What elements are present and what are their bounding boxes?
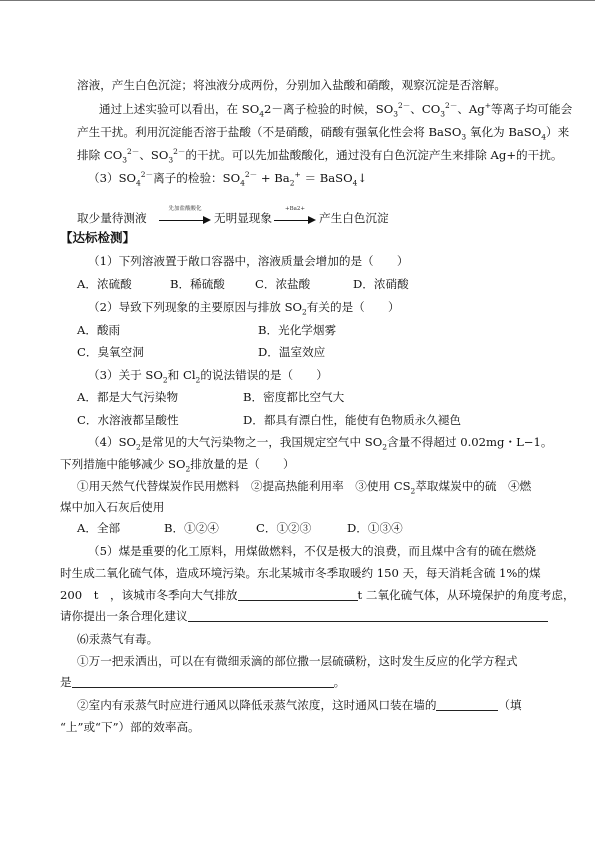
test-procedure-flow xyxy=(77,205,407,229)
question-4-line-2: 下列措施中能够减少 $SO_2$排放量的是（ ） xyxy=(60,457,295,474)
arrow-head-icon xyxy=(308,216,316,224)
question-5-line-4: 请你提出一条合理化建议 xyxy=(60,608,548,624)
q2-option-b[interactable]: B．光化学烟雾 xyxy=(258,323,337,337)
question-2-stem: （2）导致下列现象的主要原因与排放 $SO_2$有关的是（ ） xyxy=(88,300,400,317)
q2-option-a[interactable]: A．酸雨 xyxy=(77,323,121,337)
q4-option-d[interactable]: D．①③④ xyxy=(347,521,403,535)
flow-step-precipitate: 产生白色沉淀 xyxy=(319,211,389,225)
question-6-part-1-answer: 是 。 xyxy=(60,675,346,689)
q3-option-a[interactable]: A．都是大气污染物 xyxy=(77,390,179,404)
page-top-rule xyxy=(0,0,595,1)
q1-option-b[interactable]: B．稀硫酸 xyxy=(170,277,225,291)
arrow-shaft xyxy=(159,220,205,221)
q2-option-d[interactable]: D．温室效应 xyxy=(258,345,326,359)
q1-option-c[interactable]: C．浓盐酸 xyxy=(255,277,311,291)
question-1-stem: （1）下列溶液置于敞口容器中，溶液质量会增加的是（ ） xyxy=(88,254,409,268)
question-6-part-1: ①万一把汞洒出，可以在有微细汞滴的部位撒一层硫磺粉，这时发生反应的化学方程式 xyxy=(77,654,518,668)
question-4-line-3: ①用天然气代替煤炭作民用燃料 ②提高热能利用率 ③使用 $CS_2$萃取煤炭中的硫 ④燃 xyxy=(77,479,532,496)
flow-step-sample: 取少量待测液 xyxy=(77,211,147,225)
paragraph-line-2: 通过上述实验可以看出，在 $SO_42-$离子检验的时候，$SO_3^{2-}$、$CO_3^{2-}$、Ag+等离子均可能会 xyxy=(99,101,573,119)
question-5-line-1: （5）煤是重要的化工原料，用煤做燃料，不仅是极大的浪费，而且煤中含有的硫在燃烧 xyxy=(88,544,536,558)
question-6-part-2: ②室内有汞蒸气时应进行通风以降低汞蒸气浓度，这时通风口装在墙的 （填 xyxy=(77,698,522,712)
question-5-line-2: 时生成二氧化硫气体，造成环境污染。东北某城市冬季取暖约 150 天，每天消耗含硫 1%的煤 xyxy=(60,566,541,580)
paragraph-line-4: 排除 $CO_3^{2-}$、$SO_3^{2-}$的干扰。可以先加盐酸酸化，通过没有白色沉淀产生来排除 Ag+的干扰。 xyxy=(77,147,563,165)
equation-blank[interactable] xyxy=(72,675,334,688)
suggestion-blank[interactable] xyxy=(188,609,548,622)
section-title: 【达标检测】 xyxy=(60,230,136,245)
flow-arrow-barium-label: +Ba2+ xyxy=(284,206,306,212)
vent-position-blank[interactable] xyxy=(436,698,498,711)
question-4-line-1: $(4)SO_2$是常见的大气污染物之一，我国规定空气中 $SO_2$含量不得超过 0.02mg・L−1。 xyxy=(88,435,553,452)
question-6-part-2-cont: “上”或“下”）部的效率高。 xyxy=(60,720,200,734)
paragraph-line-1: 溶液，产生白色沉淀；将浊液分成两份，分别加入盐酸和硝酸，观察沉淀是否溶解。 xyxy=(77,78,506,92)
ion-test-equation: $(3)SO_4^{2-}$离子的检验：$SO_4^{2-} + Ba_2^+$ ＝ BaSO$_4$↓ xyxy=(88,170,368,188)
q1-option-d[interactable]: D．浓硝酸 xyxy=(353,277,409,291)
so2-amount-blank[interactable] xyxy=(238,588,358,601)
q3-option-d[interactable]: D．都具有漂白性，能使有色物质永久褪色 xyxy=(243,413,461,427)
flow-arrow-acidify xyxy=(159,205,211,229)
flow-step-no-change: 无明显现象 xyxy=(214,211,272,225)
q4-option-c[interactable]: C．①②③ xyxy=(256,521,312,535)
arrow-shaft xyxy=(274,220,310,221)
paragraph-line-3: 产生干扰。利用沉淀能否溶于盐酸（不是硝酸，硝酸有强氧化性会将 BaSO$_3$ 氧化为 BaSO$_4$）来 xyxy=(77,125,570,142)
q4-option-a[interactable]: A．全部 xyxy=(77,521,121,535)
question-5-line-3: 200 t ，该城市冬季向大气排放 t 二氧化硫气体，从环境保护的角度考虑， xyxy=(60,588,575,602)
arrow-head-icon xyxy=(203,216,211,224)
q4-option-b[interactable]: B．①②④ xyxy=(164,521,219,535)
question-4-line-4: 煤中加入石灰后使用 xyxy=(60,500,165,514)
q1-option-a[interactable]: A．浓硫酸 xyxy=(77,277,132,291)
q3-option-b[interactable]: B．密度都比空气大 xyxy=(243,390,345,404)
q2-option-c[interactable]: C．臭氧空洞 xyxy=(77,345,144,359)
flow-arrow-acidify-label: 先加盐酸酸化 xyxy=(168,206,202,212)
q3-option-c[interactable]: C．水溶液都呈酸性 xyxy=(77,413,179,427)
question-6-stem: ⑹汞蒸气有毒。 xyxy=(77,632,159,646)
flow-arrow-barium xyxy=(274,205,316,229)
question-3-stem: （3）关于 $SO_2$和 $Cl_2$的说法错误的是（ ） xyxy=(88,368,328,385)
